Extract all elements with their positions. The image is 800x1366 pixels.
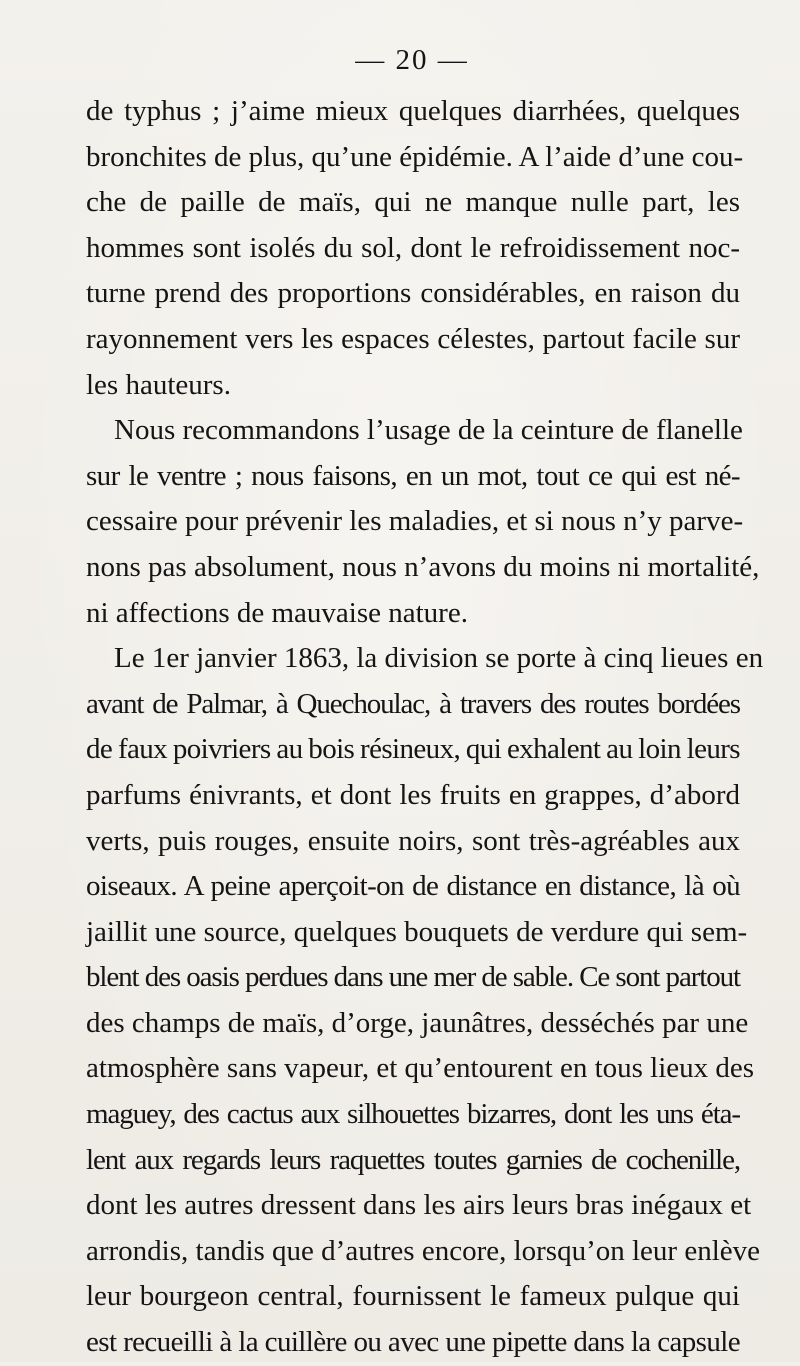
- page-number: — 20 —: [355, 44, 469, 76]
- text-line: maguey, des cactus aux silhouettes bizarres, dont les uns éta-: [86, 1098, 740, 1131]
- text-line: lent aux regards leurs raquettes toutes garnies de cochenille,: [86, 1143, 740, 1176]
- text-line: est recueilli à la cuillère ou avec une pipette dans la capsule: [86, 1326, 740, 1359]
- paragraph-start-line: Nous recommandons l’usage de la ceinture de flanelle: [114, 414, 743, 447]
- text-line: les hauteurs.: [86, 368, 231, 401]
- text-line: dont les autres dressent dans les airs leurs bras inégaux et: [86, 1189, 752, 1222]
- text-line: leur bourgeon central, fournissent le fameux pulque qui: [86, 1280, 740, 1313]
- text-line: ni affections de mauvaise nature.: [86, 596, 468, 629]
- text-line: arrondis, tandis que d’autres encore, lorsqu’on leur enlève: [86, 1234, 761, 1267]
- text-line: verts, puis rouges, ensuite noirs, sont très-agréables aux: [86, 824, 740, 857]
- text-line: blent des oasis perdues dans une mer de sable. Ce sont partout: [86, 961, 740, 994]
- text-line: bronchites de plus, qu’une épidémie. A l’aide d’une cou-: [86, 140, 744, 173]
- text-line: jaillit une source, quelques bouquets de verdure qui sem-: [86, 915, 748, 948]
- text-line: hommes sont isolés du sol, dont le refroidissement noc-: [86, 231, 740, 264]
- text-line: de faux poivriers au bois résineux, qui exhalent au loin leurs: [86, 733, 740, 766]
- text-line: sur le ventre ; nous faisons, en un mot, tout ce qui est né-: [86, 459, 740, 492]
- text-line: avant de Palmar, à Quechoulac, à travers des routes bordées: [86, 687, 740, 720]
- text-line: cessaire pour prévenir les maladies, et si nous n’y parve-: [86, 505, 744, 538]
- text-line: nons pas absolument, nous n’avons du moins ni mortalité,: [86, 550, 760, 583]
- text-line: rayonnement vers les espaces célestes, partout facile sur: [86, 322, 740, 355]
- paragraph-start-line: Le 1er janvier 1863, la division se porte à cinq lieues en: [114, 642, 764, 675]
- text-line: parfums énivrants, et dont les fruits en grappes, d’abord: [86, 778, 740, 811]
- text-line: che de paille de maïs, qui ne manque nulle part, les: [86, 186, 740, 219]
- body-text: [86, 89, 764, 1366]
- text-line: atmosphère sans vapeur, et qu’entourent en tous lieux des: [86, 1052, 755, 1085]
- text-line: des champs de maïs, d’orge, jaunâtres, desséchés par une: [86, 1006, 749, 1039]
- text-line: de typhus ; j’aime mieux quelques diarrhées, quelques: [86, 95, 740, 127]
- text-line: turne prend des proportions considérables, en raison du: [86, 277, 740, 310]
- text-line: oiseaux. A peine aperçoit-on de distance en distance, là où: [86, 870, 740, 903]
